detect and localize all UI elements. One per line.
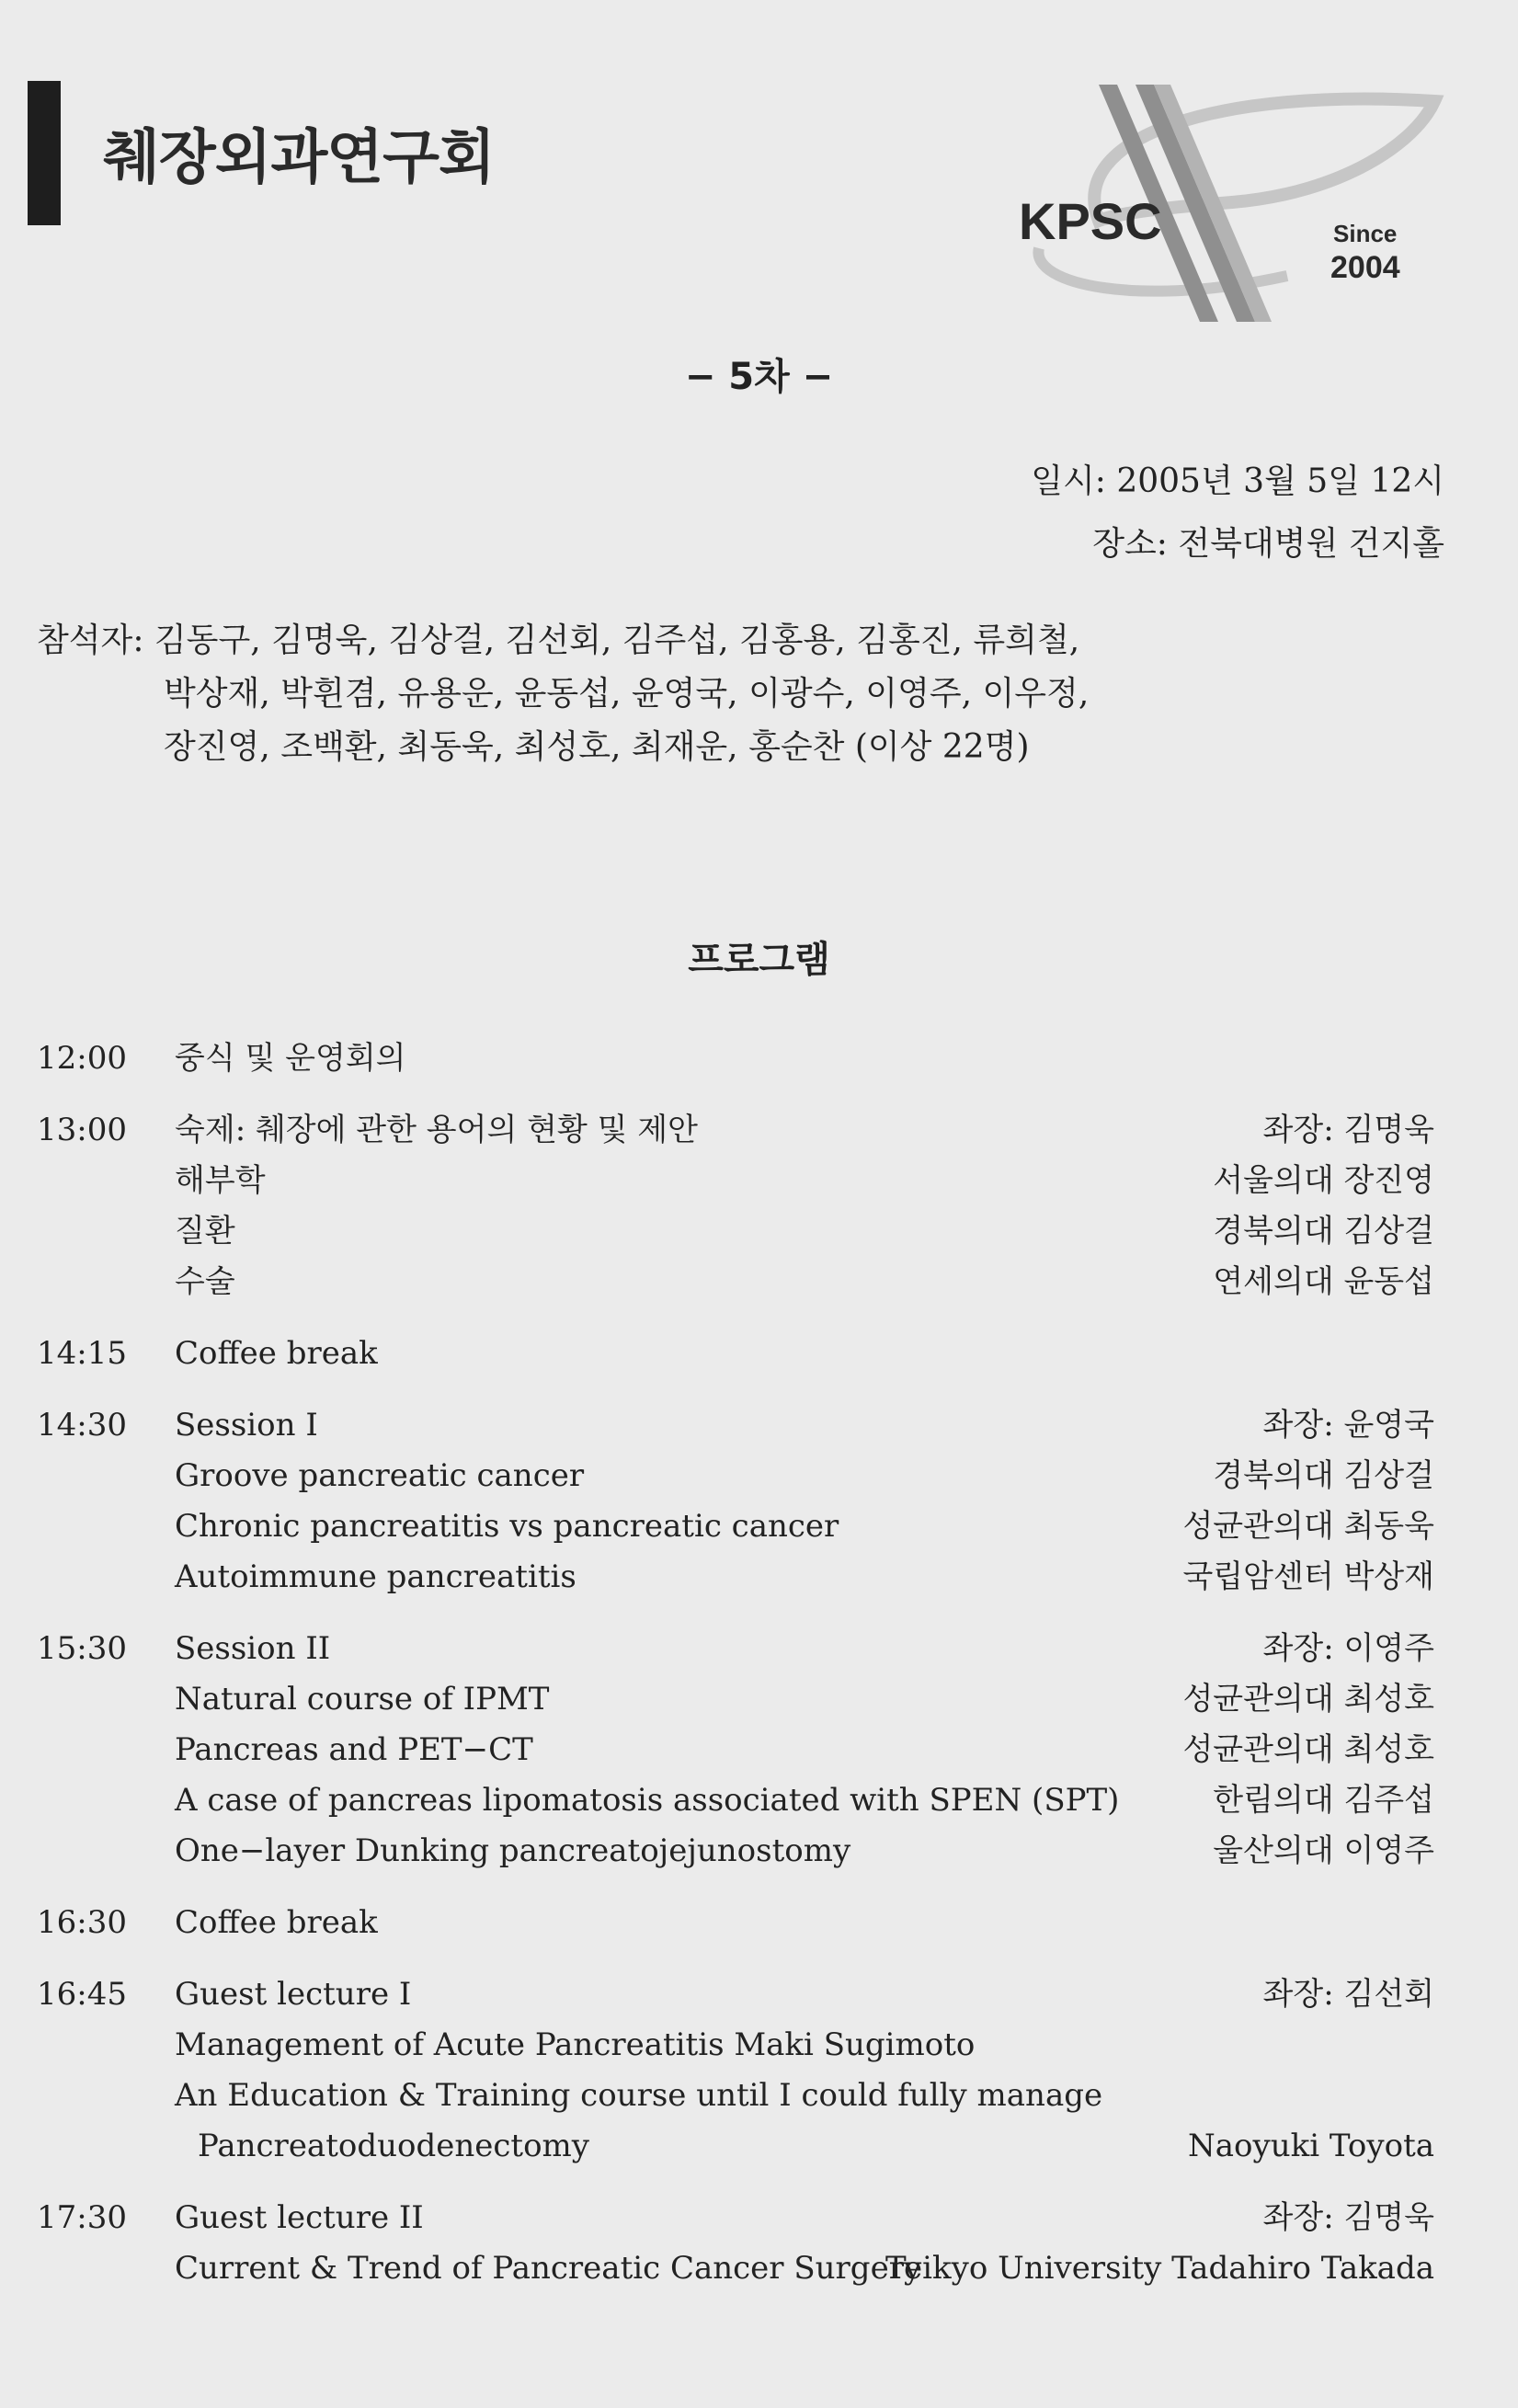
schedule-title: Groove pancreatic cancer <box>175 1457 585 1494</box>
schedule-block <box>37 1105 1434 1307</box>
schedule-speaker: 경북의대 김상걸 <box>1213 1457 1434 1494</box>
schedule-title: One−layer Dunking pancreatojejunostomy <box>175 1832 851 1869</box>
schedule-title: 중식 및 운영회의 <box>175 1040 406 1077</box>
schedule-title: 질환 <box>175 1213 235 1250</box>
schedule-title: Session I <box>175 1407 318 1444</box>
schedule-speaker: 한림의대 김주섭 <box>1213 1782 1434 1819</box>
kpsc-logo <box>1011 74 1453 331</box>
schedule-line <box>37 1501 1434 1552</box>
schedule-time: 16:30 <box>37 1904 127 1941</box>
schedule-line <box>37 1105 1434 1156</box>
schedule-line <box>37 1775 1434 1826</box>
logo-since-label: Since <box>1333 220 1398 247</box>
schedule-line <box>37 1329 1434 1379</box>
schedule-line <box>37 1898 1434 1948</box>
schedule-title: Guest lecture I <box>175 1976 412 2013</box>
schedule-speaker: 좌장: 김선회 <box>1262 1976 1434 2013</box>
schedule-title: Pancreatoduodenectomy <box>198 2128 589 2164</box>
schedule-line <box>37 1206 1434 1257</box>
schedule-title: Guest lecture II <box>175 2199 424 2236</box>
schedule-speaker: 좌장: 김명욱 <box>1262 1112 1434 1148</box>
schedule-speaker: 좌장: 윤영국 <box>1262 1407 1434 1444</box>
schedule-line <box>37 2020 1434 2071</box>
attendee-row <box>37 614 1089 668</box>
schedule-title: 숙제: 췌장에 관한 용어의 현황 및 제안 <box>175 1112 698 1148</box>
schedule-line <box>37 1257 1434 1307</box>
society-title: 췌장외과연구회 <box>103 124 495 192</box>
schedule-line <box>37 1969 1434 2020</box>
schedule-block <box>37 1898 1434 1948</box>
schedule-line <box>37 2071 1434 2121</box>
schedule-speaker: 연세의대 윤동섭 <box>1213 1263 1434 1300</box>
schedule-title: Autoimmune pancreatitis <box>175 1558 576 1595</box>
schedule-line <box>37 1826 1434 1877</box>
schedule-line <box>37 1156 1434 1206</box>
schedule-line <box>37 1552 1434 1603</box>
schedule-speaker: 성균관의대 최성호 <box>1182 1681 1434 1718</box>
attendee-list <box>37 614 1089 774</box>
schedule-line <box>37 1451 1434 1501</box>
logo-since-year: 2004 <box>1330 250 1400 285</box>
schedule-time: 14:15 <box>37 1335 127 1372</box>
schedule-line <box>37 1725 1434 1775</box>
schedule-title: 수술 <box>175 1263 235 1300</box>
schedule-line <box>37 1033 1434 1084</box>
schedule-title: An Education & Training course until I could fully manage <box>175 2077 1103 2114</box>
program-heading: 프로그램 <box>688 939 830 981</box>
attendee-row: 박상재, 박휜겸, 유용운, 윤동섭, 윤영국, 이광수, 이영주, 이우정, <box>164 675 1090 713</box>
meeting-place: 장소: 전북대병원 건지홀 <box>1092 525 1444 563</box>
schedule-title: Pancreas and PET−CT <box>175 1731 533 1768</box>
schedule-speaker: 성균관의대 최동욱 <box>1182 1508 1434 1545</box>
schedule-block <box>37 1624 1434 1877</box>
schedule-speaker: 성균관의대 최성호 <box>1182 1731 1434 1768</box>
schedule-title: Chronic pancreatitis vs pancreatic cancer <box>175 1508 839 1545</box>
meeting-date: 일시: 2005년 3월 5일 12시 <box>1031 462 1444 500</box>
schedule-title: Management of Acute Pancreatitis Maki Sugimoto <box>175 2026 976 2063</box>
schedule-speaker: Teikyo University Tadahiro Takada <box>885 2250 1434 2287</box>
schedule-line <box>37 1674 1434 1725</box>
schedule-block <box>37 1329 1434 1379</box>
schedule-speaker: Naoyuki Toyota <box>1188 2128 1434 2164</box>
schedule-block <box>37 2193 1434 2294</box>
attendee-row: 장진영, 조백환, 최동욱, 최성호, 최재운, 홍순찬 (이상 22명) <box>164 728 1030 766</box>
schedule-line <box>37 2243 1434 2294</box>
schedule-speaker: 좌장: 이영주 <box>1262 1630 1434 1667</box>
attendee-label: 참석자: <box>37 622 154 659</box>
schedule-time: 12:00 <box>37 1040 127 1077</box>
schedule-line <box>37 2193 1434 2243</box>
schedule-title: A case of pancreas lipomatosis associated with SPEN (SPT) <box>175 1782 1120 1819</box>
schedule-time: 15:30 <box>37 1630 127 1667</box>
schedule-title: Current & Trend of Pancreatic Cancer Surgery <box>175 2250 922 2287</box>
schedule-speaker: 국립암센터 박상재 <box>1182 1558 1434 1595</box>
attendee-names: 김동구, 김명욱, 김상걸, 김선회, 김주섭, 김홍용, 김홍진, 류희철, <box>154 622 1080 659</box>
logo-abbr: KPSC <box>1019 192 1162 250</box>
schedule-title: Session II <box>175 1630 331 1667</box>
schedule-block <box>37 1033 1434 1084</box>
session-number: − 5차 − <box>684 356 834 398</box>
schedule-title: Coffee break <box>175 1335 378 1372</box>
schedule-title: Coffee break <box>175 1904 378 1941</box>
schedule-block <box>37 1400 1434 1603</box>
header-accent-bar <box>28 81 61 225</box>
schedule-speaker: 경북의대 김상걸 <box>1213 1213 1434 1250</box>
schedule-time: 14:30 <box>37 1407 127 1444</box>
schedule-line <box>37 1624 1434 1674</box>
schedule-time: 17:30 <box>37 2199 127 2236</box>
schedule-title: Natural course of IPMT <box>175 1681 550 1718</box>
schedule-title: 해부학 <box>175 1162 266 1199</box>
program-schedule <box>37 1033 1434 2315</box>
schedule-line <box>37 1400 1434 1451</box>
schedule-speaker: 서울의대 장진영 <box>1213 1162 1434 1199</box>
schedule-block <box>37 1969 1434 2172</box>
schedule-speaker: 울산의대 이영주 <box>1213 1832 1434 1869</box>
schedule-line <box>37 2121 1434 2172</box>
schedule-speaker: 좌장: 김명욱 <box>1262 2199 1434 2236</box>
schedule-time: 13:00 <box>37 1112 127 1148</box>
schedule-time: 16:45 <box>37 1976 127 2013</box>
